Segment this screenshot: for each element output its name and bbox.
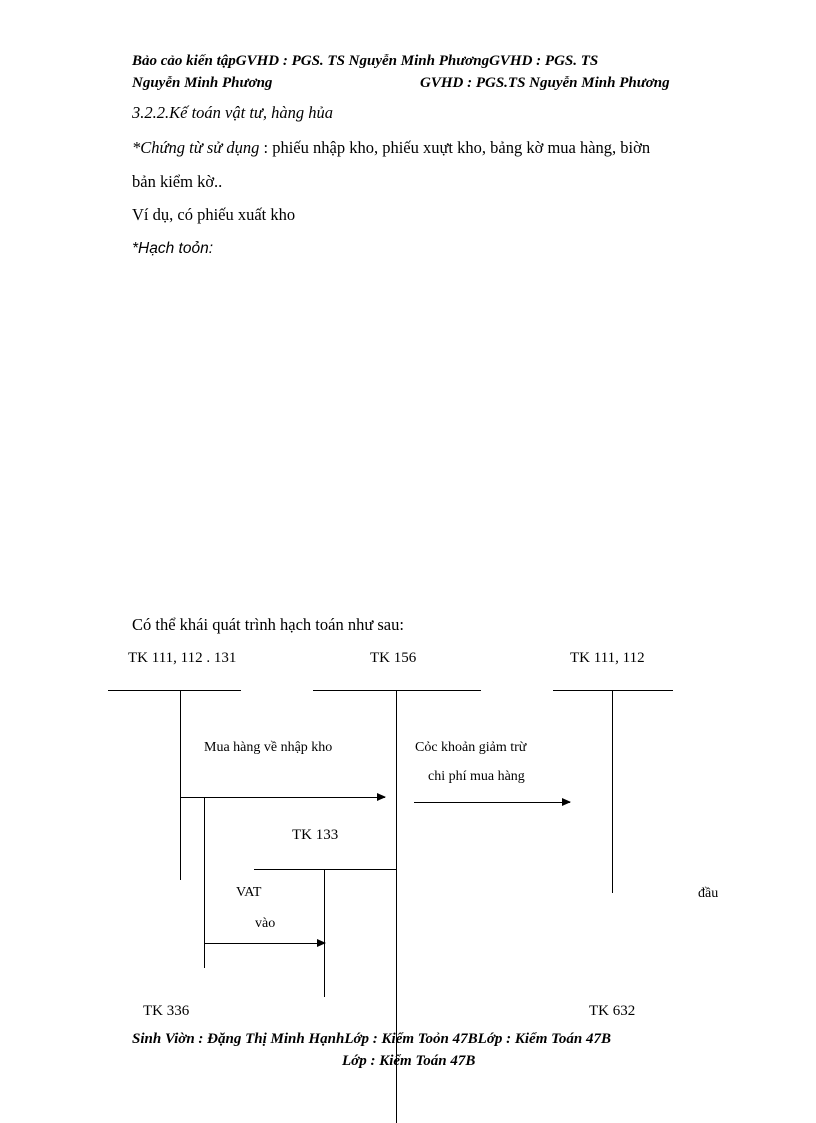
tk-111-112-131-vline xyxy=(180,690,181,880)
overview-text: Có thể khái quát trình hạch toán như sau: xyxy=(132,615,404,634)
header-line-2-right: GVHD : PGS.TS Nguyễn Minh Phương xyxy=(420,75,670,91)
reduction-arrow xyxy=(414,802,570,803)
purchase-label: Mua hàng về nhập kho xyxy=(204,740,333,755)
accounting-label: *Hạch toỏn: xyxy=(132,240,213,257)
tk-111-112-vline xyxy=(612,690,613,893)
footer-line-1: Sinh Viờn : Đặng Thị Minh HạnhLớp : Kiểm Toỏn 47BLớp : Kiểm Toán 47B xyxy=(132,1031,611,1047)
header-line-1: Bảo cảo kiến tậpGVHD : PGS. TS Nguyễn Minh PhươngGVHD : PGS. TS xyxy=(132,53,599,69)
tk-133-bar xyxy=(254,869,396,870)
tk-156-label: TK 156 xyxy=(370,650,417,666)
header-line-2-left: Nguyễn Minh Phương xyxy=(132,75,273,91)
tk-111-112-131-label: TK 111, 112 . 131 xyxy=(128,650,237,666)
example-text: Ví dụ, có phiếu xuất kho xyxy=(132,205,296,224)
section-title: 3.2.2.Kế toán vật tư, hàng hủa xyxy=(132,103,334,122)
purchase-arrow xyxy=(180,797,385,798)
docs-line-2: bản kiểm kờ.. xyxy=(132,172,223,191)
docs-line xyxy=(132,138,650,158)
stray-word: đầu xyxy=(698,886,719,901)
tk-156-bar xyxy=(313,690,481,691)
footer-line-2: Lớp : Kiểm Toán 47B xyxy=(342,1053,476,1069)
tk-111-112-131-bar xyxy=(108,690,241,691)
tk-632-label: TK 632 xyxy=(589,1003,636,1019)
reduction-label-1: Cỏc khoản giảm trừ xyxy=(415,740,527,755)
tk-336-label: TK 336 xyxy=(143,1003,190,1019)
tk-111-112-bar xyxy=(553,690,673,691)
vat-arrow xyxy=(204,943,325,944)
tk-133-label: TK 133 xyxy=(292,827,339,843)
docs-label: *Chứng từ sử dụng xyxy=(132,138,260,157)
vat-label-1: VAT xyxy=(236,885,262,900)
tk-111-112-label: TK 111, 112 xyxy=(570,650,645,666)
vat-label-2: vào xyxy=(255,916,276,931)
docs-text: : phiếu nhập kho, phiếu xuựt kho, bảng kờ mua hàng, biờn xyxy=(259,138,651,157)
tk-133-vline xyxy=(324,869,325,997)
reduction-label-2: chi phí mua hàng xyxy=(428,769,525,784)
